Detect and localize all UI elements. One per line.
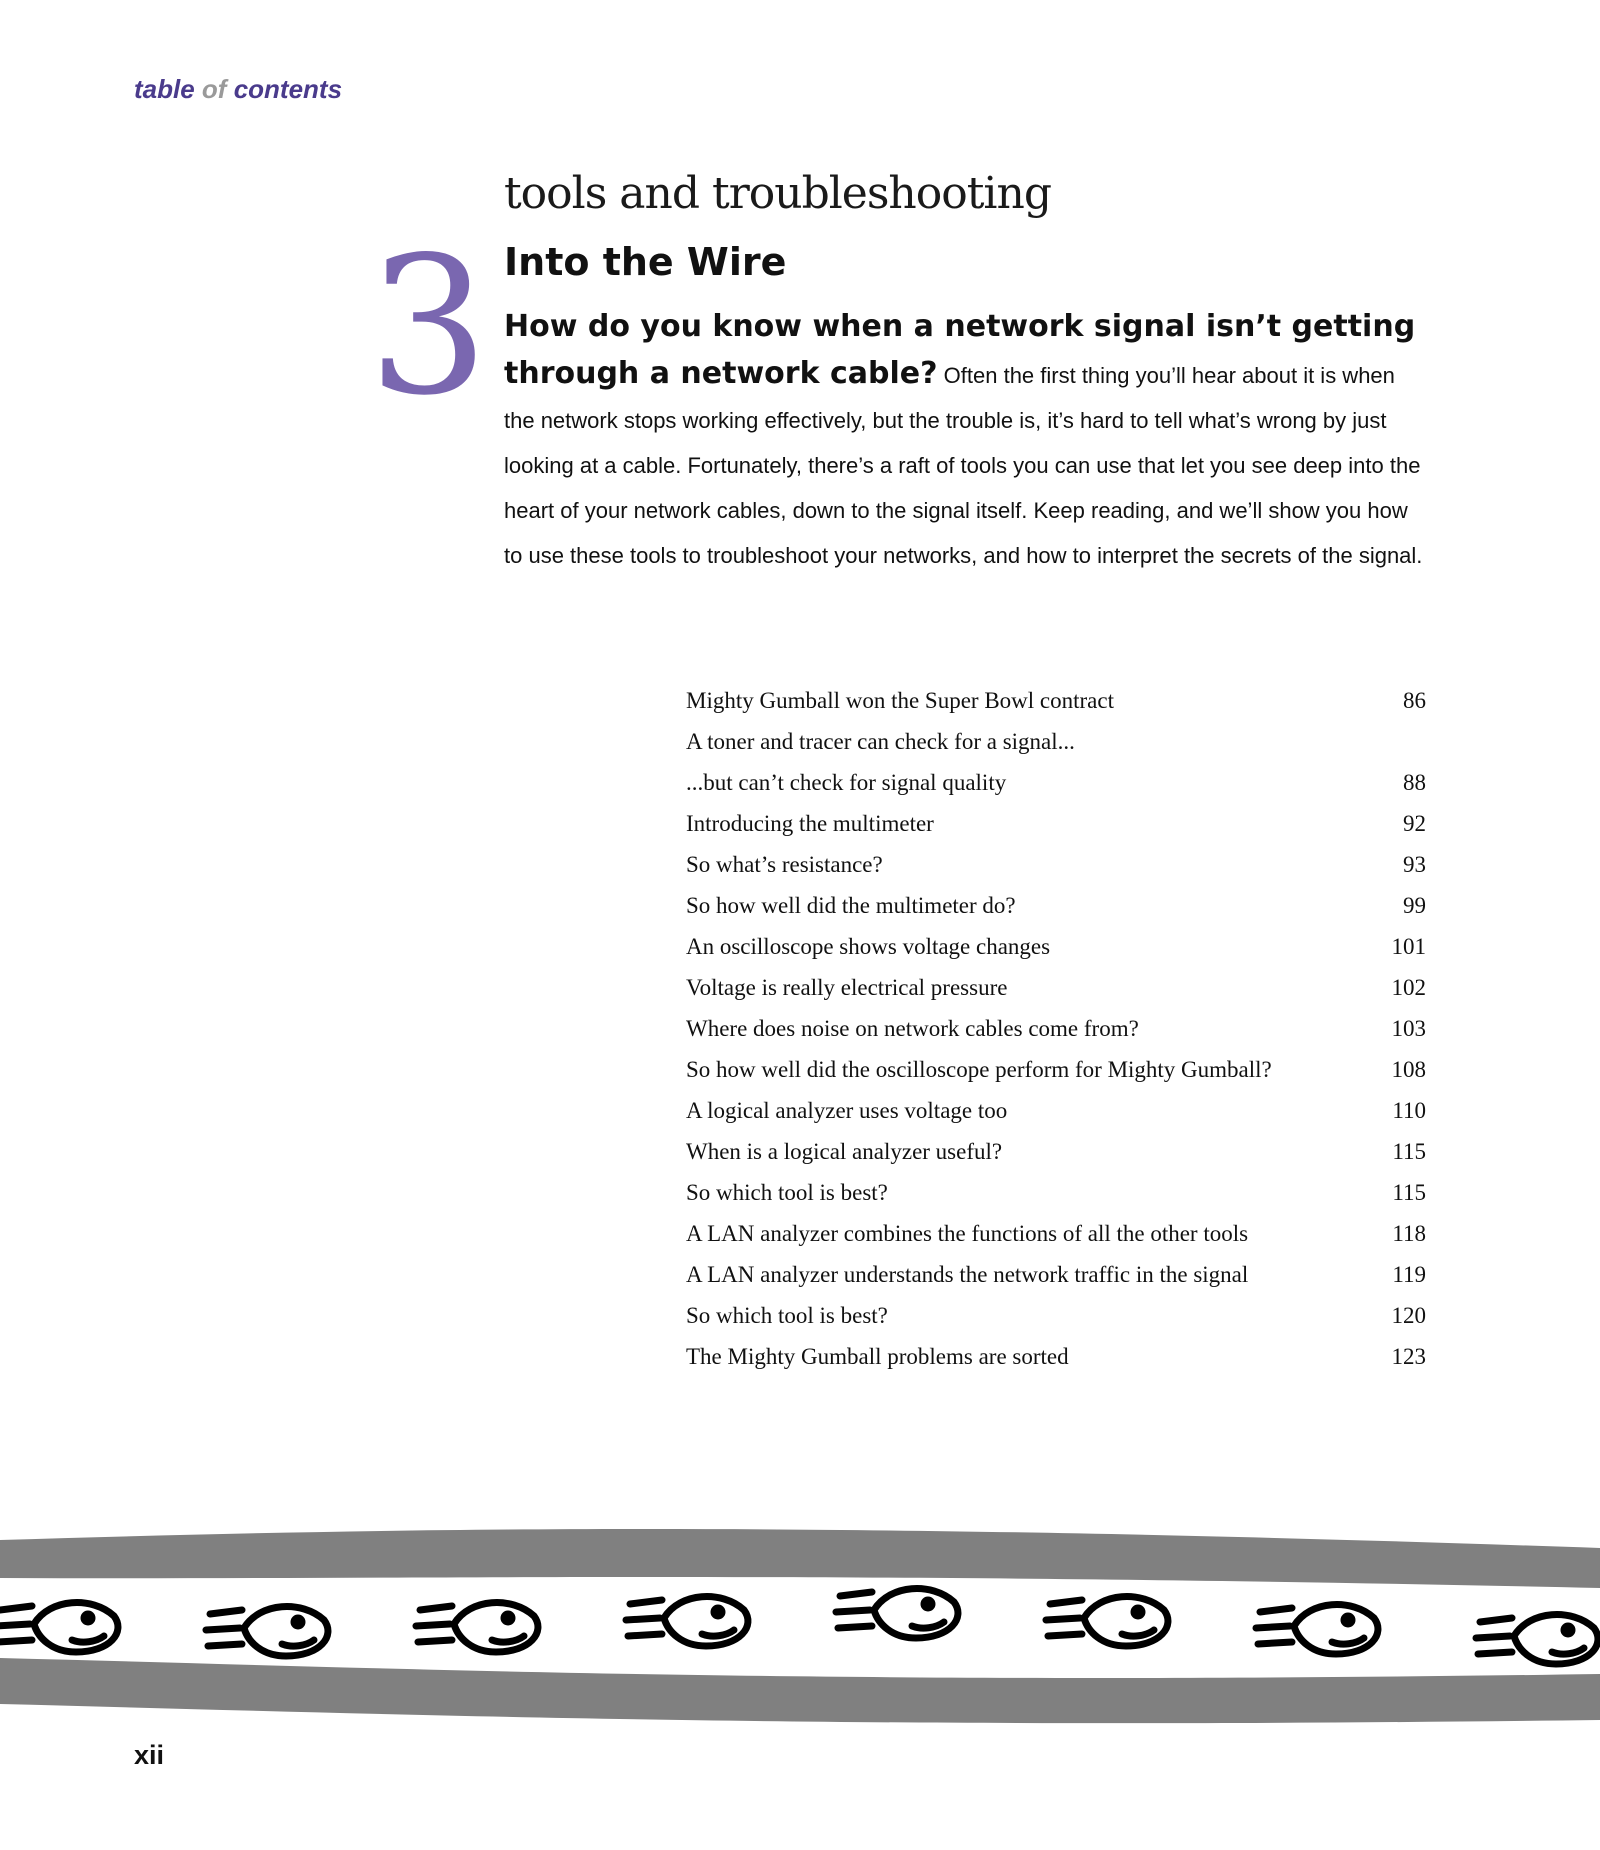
chapter-intro	[504, 304, 1424, 578]
toc-entry-page: 115	[1392, 1138, 1426, 1164]
intro-lead: How do you know when a network signal isn’t getting through a network cable?	[504, 309, 1416, 391]
toc-entry	[686, 721, 1426, 762]
toc-entry-page: 115	[1392, 1179, 1426, 1205]
toc-entry-page: 103	[1391, 1015, 1426, 1041]
toc-entry	[686, 1172, 1426, 1213]
toc-entry	[686, 885, 1426, 926]
toc-entry-title: The Mighty Gumball problems are sorted	[686, 1343, 1069, 1369]
fish-doodle-icon	[1256, 1605, 1378, 1654]
toc-entry-title: So which tool is best?	[686, 1179, 888, 1205]
fish-band-illustration	[0, 1508, 1600, 1728]
toc-entry	[686, 1008, 1426, 1049]
toc-entry-title: A LAN analyzer understands the network traffic in the signal	[686, 1261, 1249, 1287]
toc-entry-page: 120	[1391, 1302, 1426, 1328]
toc-entry	[686, 926, 1426, 967]
fish-doodle-icon	[1046, 1597, 1168, 1646]
toc-entry-title: ...but can’t check for signal quality	[686, 769, 1007, 795]
toc-entry	[686, 680, 1426, 721]
toc-entry-page: 99	[1403, 892, 1426, 918]
toc-entry-title: So how well did the multimeter do?	[686, 892, 1016, 918]
toc-entry-title: So which tool is best?	[686, 1302, 888, 1328]
toc-entry	[686, 1131, 1426, 1172]
running-head-contents: contents	[233, 74, 343, 104]
toc-entry	[686, 844, 1426, 885]
toc-entry	[686, 1254, 1426, 1295]
toc-entry-page: 86	[1403, 687, 1426, 713]
toc-entry	[686, 1090, 1426, 1131]
fish-doodle-icon	[0, 1603, 118, 1652]
chapter-kicker: tools and troubleshooting	[504, 168, 1051, 219]
toc-entry	[686, 1295, 1426, 1336]
toc-entry-page: 101	[1391, 933, 1426, 959]
running-head	[134, 74, 342, 105]
toc-entry	[686, 803, 1426, 844]
toc-entry-title: Introducing the multimeter	[686, 810, 934, 836]
toc-entry-page: 123	[1391, 1343, 1426, 1369]
toc-list	[686, 680, 1426, 1377]
toc-entry-page: 102	[1391, 974, 1426, 1000]
toc-entry	[686, 1336, 1426, 1377]
toc-entry-title: A LAN analyzer combines the functions of all the other tools	[686, 1220, 1249, 1246]
fish-doodle-icon	[626, 1597, 748, 1646]
fish-doodle-icon	[1476, 1615, 1598, 1664]
toc-entry-title: So what’s resistance?	[686, 851, 883, 877]
toc-entry-title: A toner and tracer can check for a signal...	[686, 728, 1075, 754]
running-head-table: table	[134, 74, 195, 104]
toc-entry	[686, 1049, 1426, 1090]
chapter-title: Into the Wire	[504, 240, 787, 284]
fish-doodle-icon	[206, 1607, 328, 1656]
toc-entry-page: 118	[1392, 1220, 1426, 1246]
toc-entry-title: Voltage is really electrical pressure	[686, 974, 1008, 1000]
fish-doodle-icon	[836, 1589, 958, 1638]
toc-entry	[686, 967, 1426, 1008]
running-head-of: of	[201, 74, 227, 104]
toc-entry-title: So how well did the oscilloscope perform for Mighty Gumball?	[686, 1056, 1272, 1082]
toc-entry-title: An oscilloscope shows voltage changes	[686, 933, 1051, 959]
page-number: xii	[134, 1740, 165, 1770]
toc-entry-title: A logical analyzer uses voltage too	[686, 1097, 1008, 1123]
toc-entry-title: Where does noise on network cables come from?	[686, 1015, 1139, 1041]
toc-entry-page: 119	[1392, 1261, 1426, 1287]
toc-entry-page: 108	[1391, 1056, 1426, 1082]
toc-entry	[686, 762, 1426, 803]
toc-entry	[686, 1213, 1426, 1254]
intro-body: Often the first thing you’ll hear about it is when the network stops working effectively, but the trouble is, it’s hard to tell what’s wrong by just looking at a cable. Fortunately, there’s a raft of tools you can use that let you see deep into the heart of your network cables, down to the signal itself. Keep reading, and we’ll show you how to use these tools to troubleshoot your networks, and how to interpret the secrets of the signal.	[504, 363, 1423, 568]
toc-entry-title: When is a logical analyzer useful?	[686, 1138, 1003, 1164]
fish-doodle-icon	[416, 1603, 538, 1652]
toc-entry-page: 88	[1403, 769, 1426, 795]
toc-entry-page: 92	[1403, 810, 1426, 836]
toc-entry-page: 93	[1403, 851, 1426, 877]
chapter-number: 3	[368, 216, 485, 437]
toc-entry-page: 110	[1392, 1097, 1426, 1123]
toc-entry-title: Mighty Gumball won the Super Bowl contract	[686, 687, 1114, 713]
